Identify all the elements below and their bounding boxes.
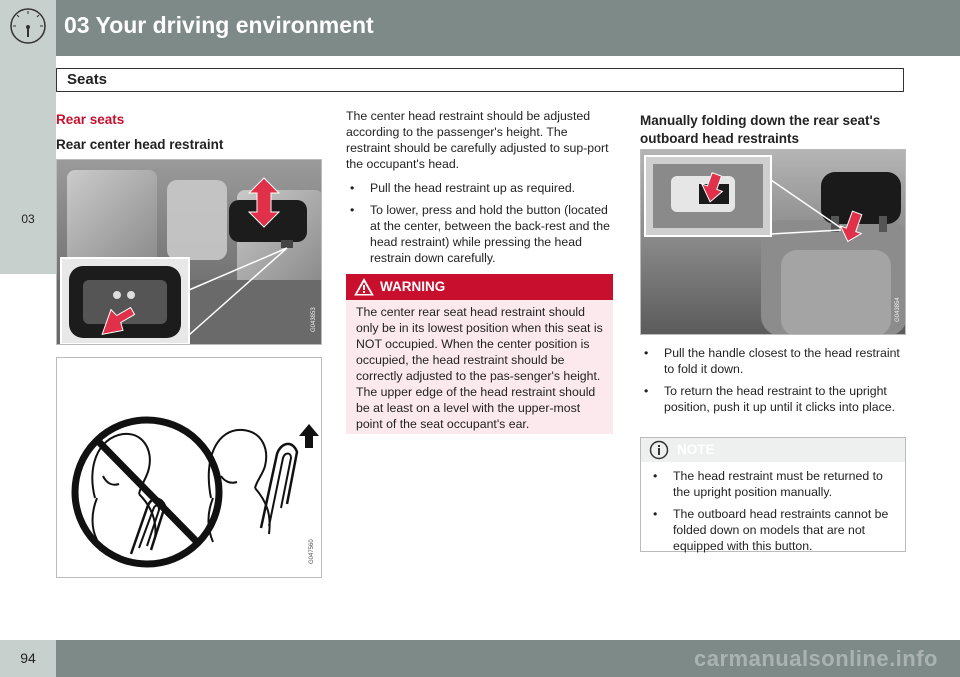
right-column (640, 112, 906, 148)
middle-column (346, 108, 613, 272)
rear-seats-heading: Rear seats (56, 112, 125, 127)
list-item: • Pull the head restraint up as required. (346, 180, 613, 196)
fold-instructions (640, 345, 906, 421)
page-number-box (0, 640, 56, 677)
left-column (56, 112, 322, 154)
outboard-head-restraint-figure (640, 149, 906, 335)
head-restraint-position-illustration (57, 358, 322, 578)
prohibition-figure (56, 357, 322, 578)
header-icon-box (0, 0, 56, 56)
page-title: 03 Your driving environment (64, 12, 374, 38)
page-number: 94 (20, 650, 36, 666)
adjust-bullets (346, 180, 613, 266)
chapter-tab (0, 56, 56, 274)
list-item: • Pull the handle closest to the head restraint to fold it down. (640, 345, 906, 377)
list-item: • To lower, press and hold the button (located at the center, between the back-rest and the head restraint) while pressing the head restrain down carefully. (346, 202, 613, 266)
fold-restraints-heading: Manually folding down the rear seat's outboard head restraints (640, 113, 881, 146)
warning-box (346, 274, 613, 434)
section-title: Seats (67, 71, 108, 88)
info-icon (649, 440, 669, 460)
note-header (641, 438, 905, 462)
figure-code: G043854 (895, 297, 901, 322)
note-title: NOTE (677, 442, 715, 457)
warning-header (346, 274, 613, 300)
intro-paragraph: The center head restraint should be adjusted according to the passenger's height. The restraint should be carefully adjusted to sup-port the occupant's head. (346, 109, 609, 171)
fold-bullets (640, 345, 906, 415)
chapter-tab-label: 03 (21, 212, 35, 226)
outboard-seat-photo-illustration (641, 150, 906, 335)
figure-code: G043853 (311, 307, 317, 332)
page-header (0, 0, 960, 56)
watermark: carmanualsonline.info (694, 646, 938, 671)
warning-triangle-icon (354, 277, 374, 297)
warning-title: WARNING (380, 279, 446, 294)
list-item: • The outboard head restraints cannot be folded down on models that are not equipped with this button. (649, 506, 895, 554)
note-box (640, 437, 906, 552)
rear-center-restraint-heading: Rear center head restraint (56, 137, 224, 152)
figure-code: G047560 (309, 539, 315, 564)
list-item: • To return the head restraint to the upright position, push it up until it clicks into place. (640, 383, 906, 415)
gauge-icon (8, 6, 48, 46)
note-bullets (649, 468, 895, 554)
note-body (641, 462, 905, 554)
center-head-restraint-figure (56, 159, 322, 345)
seat-photo-illustration (57, 160, 322, 345)
page-footer (0, 640, 960, 677)
warning-text: The center rear seat head restraint should only be in its lowest position when this seat is NOT occupied. When the center position is occupied, the head restraint should be correctly adjusted to the pas-senger's height. The upper edge of the head restraint should be at least on a level with the upper-most point of the seat occupant's ear. (356, 305, 603, 431)
section-bar (56, 68, 904, 92)
list-item: • The head restraint must be returned to the upright position manually. (649, 468, 895, 500)
